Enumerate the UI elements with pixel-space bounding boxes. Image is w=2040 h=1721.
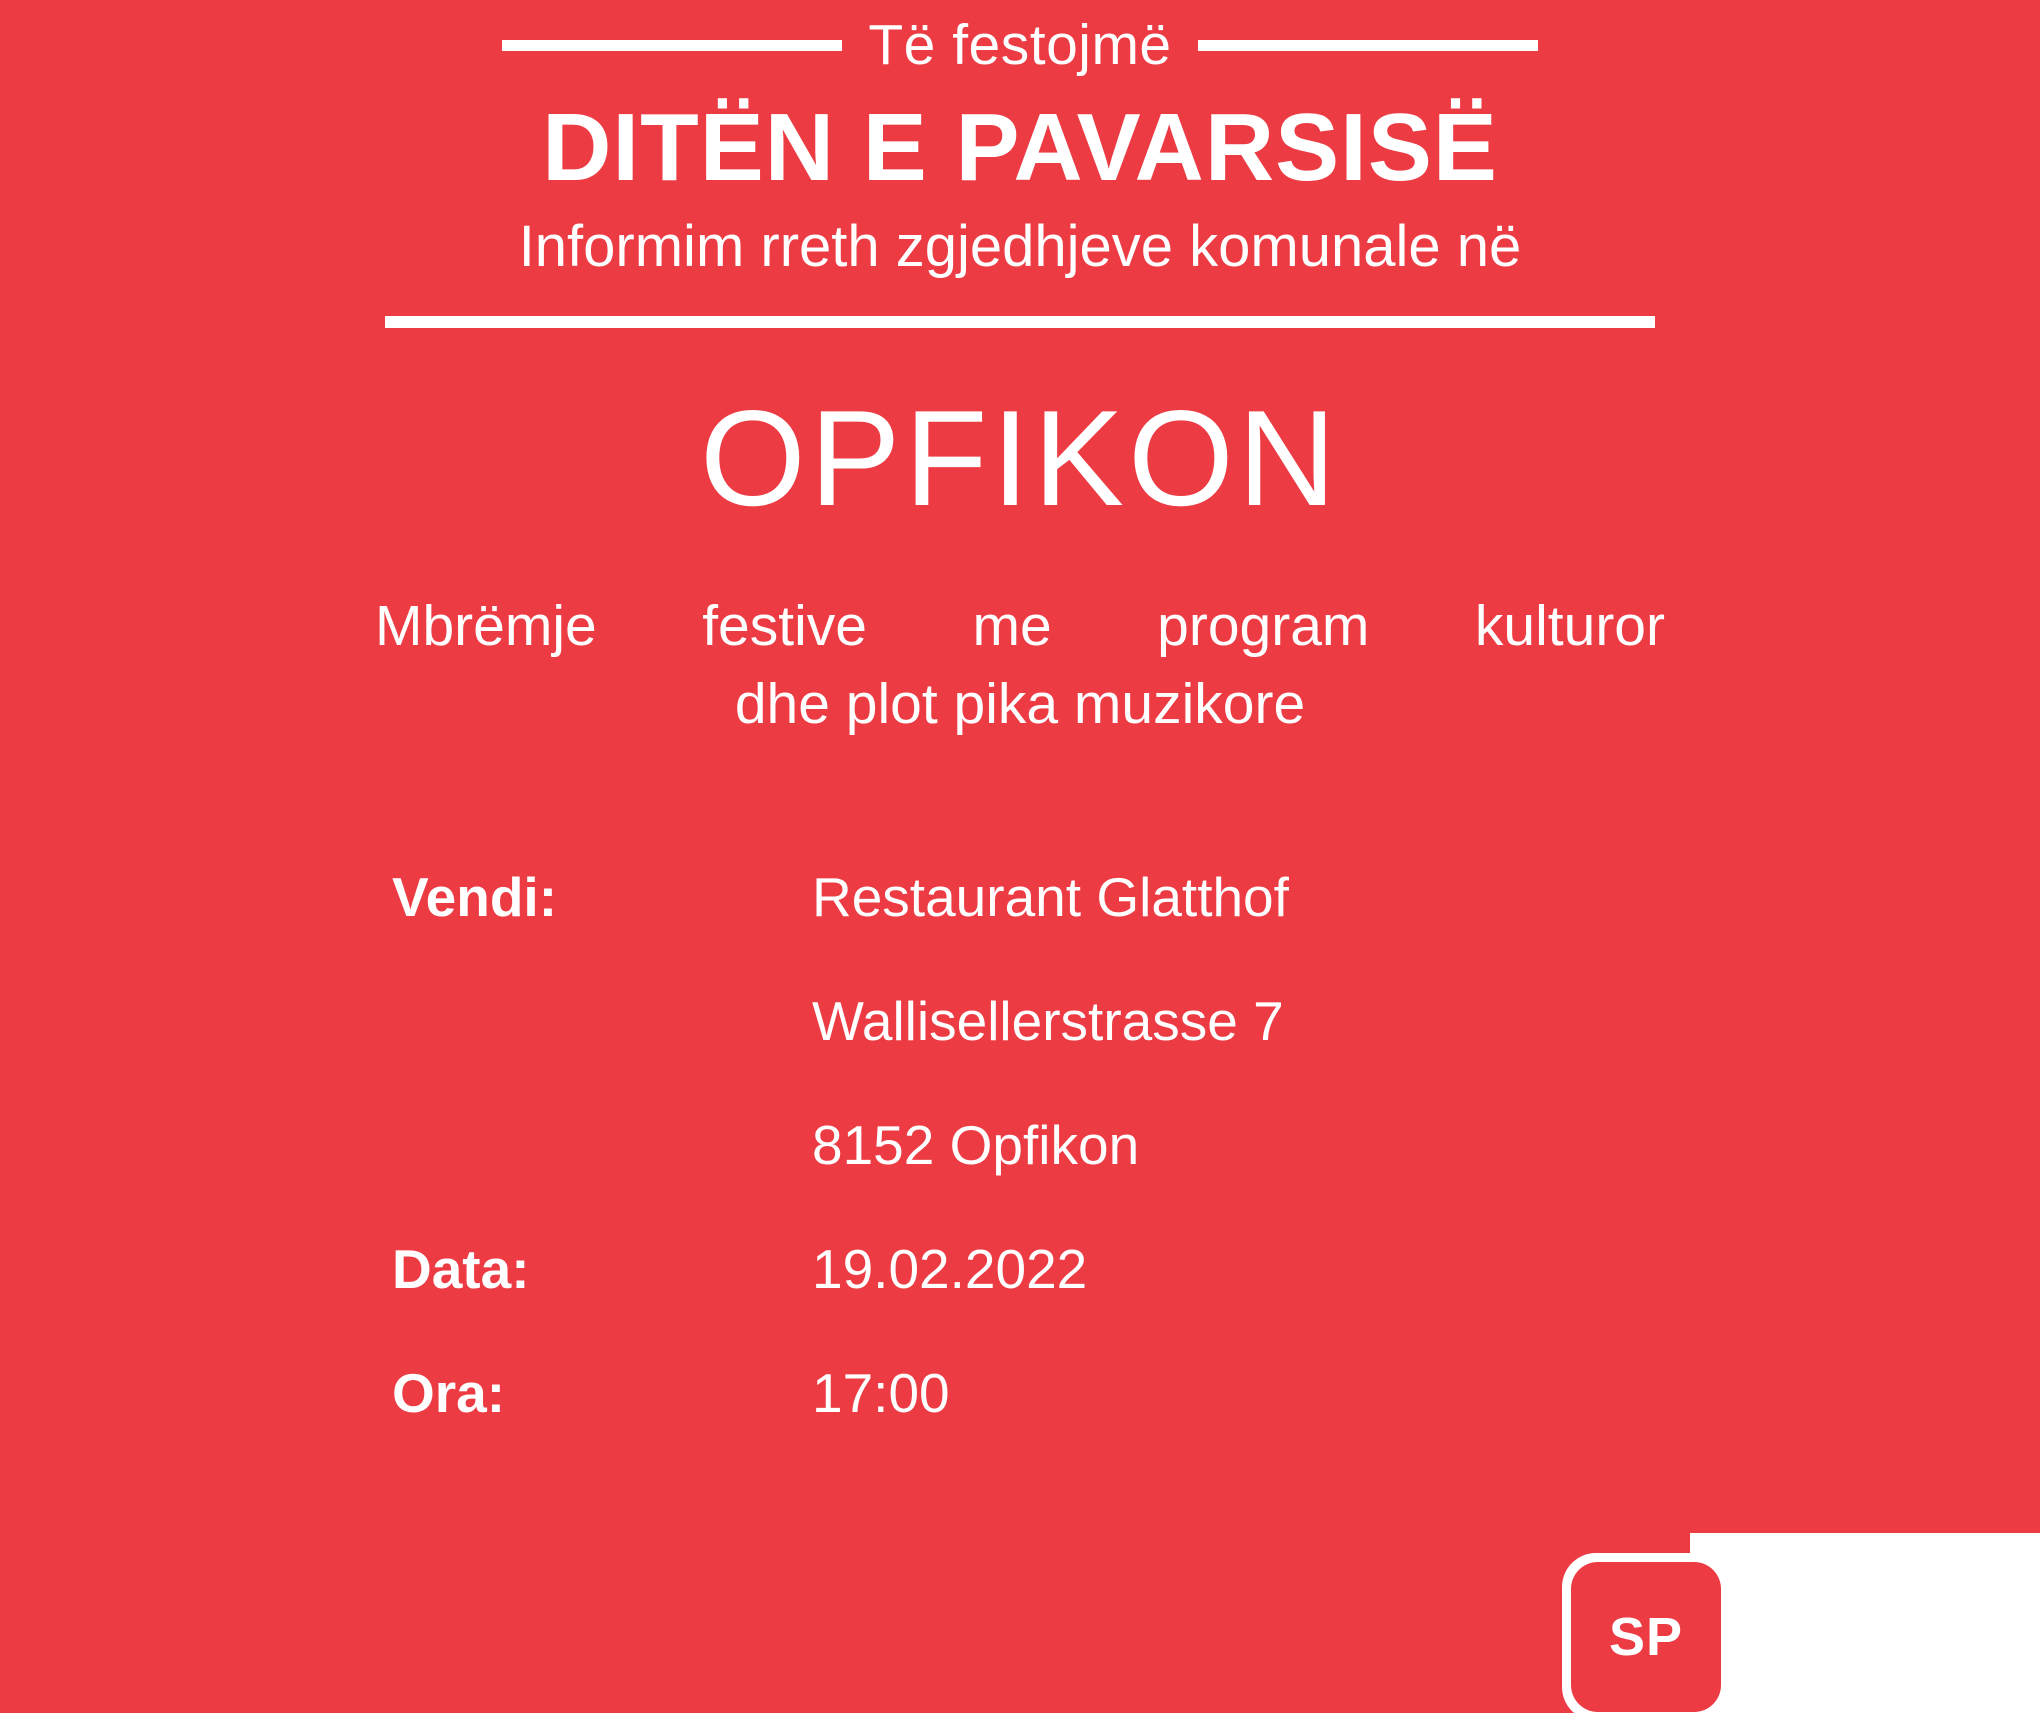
poster-header [385, 0, 1655, 328]
divider-right [1198, 40, 1538, 51]
event-description [375, 588, 1665, 743]
place-street: Wallisellerstrasse 7 [812, 990, 1284, 1053]
event-details [0, 835, 2040, 1455]
logo-plate [1690, 1533, 2040, 1713]
page-subtitle: Informim rreth zgjedhjeve komunale në [518, 213, 1522, 279]
page-title: DITËN E PAVARSISË [542, 94, 1498, 201]
eyebrow-text: Të festojmë [868, 12, 1172, 77]
sp-logo [1562, 1553, 1730, 1721]
place-label: Vendi: [392, 866, 558, 929]
city-name: OPFIKON [699, 382, 1341, 535]
sp-logo-text: SP [1608, 1607, 1684, 1667]
sp-logo-inner [1571, 1562, 1721, 1712]
place-city: 8152 Opfikon [812, 1114, 1140, 1177]
description-line-2: dhe plot pika muzikore [734, 671, 1306, 736]
divider-wide [385, 316, 1655, 328]
place-value-block [812, 835, 2040, 1207]
time-label: Ora: [392, 1362, 506, 1425]
description-line-1: Mbrëmje festive me program kulturor [375, 594, 1665, 659]
date-label: Data: [392, 1238, 530, 1301]
place-name: Restaurant Glatthof [812, 866, 1289, 929]
divider-left [502, 40, 842, 51]
date-value: 19.02.2022 [812, 1238, 1088, 1301]
time-value: 17:00 [812, 1362, 950, 1425]
eyebrow-row [385, 6, 1655, 84]
